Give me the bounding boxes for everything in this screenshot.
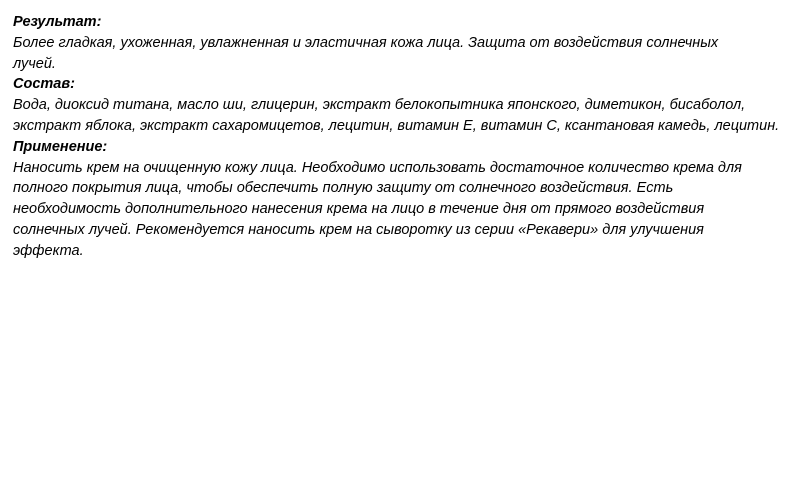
result-text: Более гладкая, ухоженная, увлажненная и эластичная кожа лица. Защита от воздействия солнечных лучей. — [13, 34, 719, 72]
result-heading: Результат: — [13, 14, 102, 30]
usage-text: Наносить крем на очищенную кожу лица. Необходимо использовать достаточное количество крема для полного покрытия лица, чтобы обеспечить полную защиту от солнечного воздействия. Есть необходимость дополнительного нанесения крема на лицо в течение дня от прямого воздействия солнечных лучей. Рекомендуется наносить крем на сыворотку из серии «Рекавери» для улучшения эффекта. — [13, 159, 742, 259]
composition-text: Вода, диоксид титана, масло ши, глицерин, экстракт белокопытника японского, диметикон, бисаболол, экстракт яблока, экстракт сахаромицетов, лецитин, витамин Е, витамин С, ксантановая камедь, лецитин. — [13, 97, 780, 134]
composition-heading: Состав: — [13, 76, 75, 93]
usage-heading: Применение: — [13, 138, 108, 155]
product-description — [13, 12, 783, 262]
